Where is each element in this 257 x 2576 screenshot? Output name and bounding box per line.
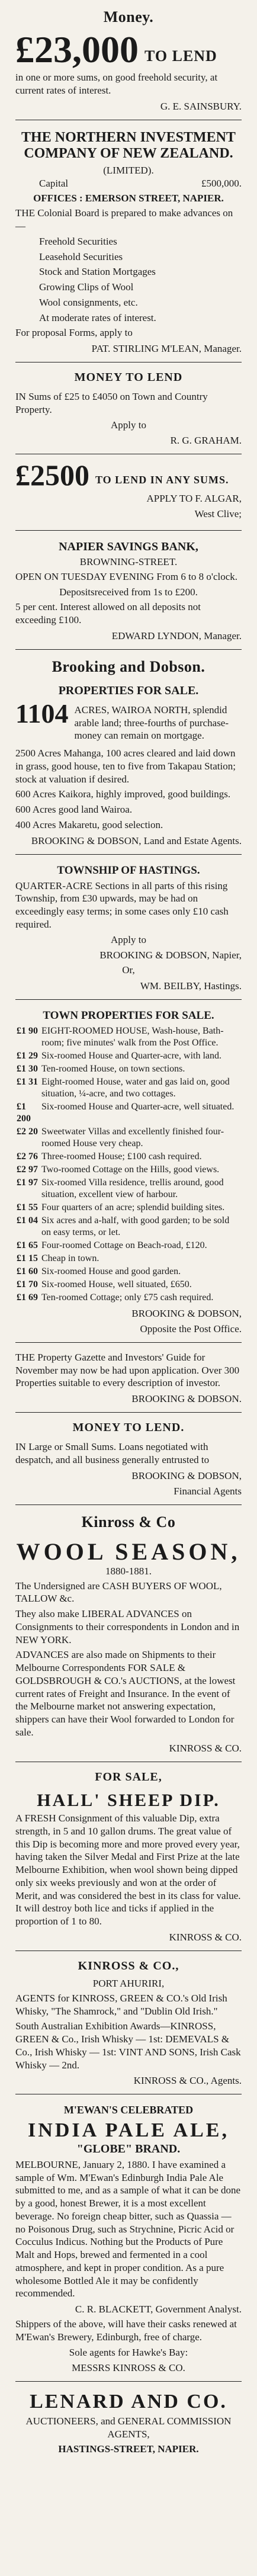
nz-item: Wool consignments, etc. <box>39 296 138 308</box>
town-property-description: Ten-roomed Cottage; only £75 cash required. <box>41 1292 214 1303</box>
money3-lead <box>15 460 242 490</box>
town-property-number: £1 30 <box>17 1063 38 1074</box>
wool-season-title: WOOL SEASON, <box>16 1538 241 1565</box>
sheep-signature: KINROSS & CO. <box>169 1931 242 1943</box>
kinross2-body1: AGENTS for KINROSS, GREEN & CO.'s Old Irish Whisky, "The Shamrock," and "Dublin Old Irish." <box>15 1992 227 2017</box>
town-property-row <box>15 1239 242 1252</box>
mcewan-title: M'EWAN'S CELEBRATED <box>63 2104 194 2116</box>
money-amount: £23,000 <box>15 28 139 70</box>
town-property-description: Six-roomed House, well situated, £650. <box>41 1279 192 1289</box>
town-property-row <box>15 1265 242 1278</box>
money4-signature-1: BROOKING & DOBSON, <box>131 1470 242 1481</box>
town-property-row <box>15 1125 242 1150</box>
town-property-description: Six-roomed Villa residence, trellis around, good situation, excellent view of harbour. <box>41 1177 224 1199</box>
nz-item: Stock and Station Mortgages <box>39 266 156 278</box>
town-property-row <box>15 1201 242 1214</box>
brooking-item: 600 Acres Kaikora, highly improved, good buildings. <box>15 788 231 800</box>
money-signature: G. E. SAINSBURY. <box>160 100 242 112</box>
town-property-number: £1 55 <box>17 1202 38 1212</box>
brooking-lead <box>15 700 242 745</box>
town-property-description: Four quarters of an acre; splendid building sites. <box>41 1202 225 1212</box>
brooking-title: PROPERTIES FOR SALE. <box>58 684 199 697</box>
lenard-line3: HASTINGS-STREET, NAPIER. <box>58 2443 199 2455</box>
sheep-body: A FRESH Consignment of this valuable Dip, extra strength, in 5 and 10 gallon drums. The great value of this Dip is becoming more and more proved every year, having taken the Silver Medal and First Prize at the late Melbourne Exhibition, when wool shown being dipped only six weeks previously and won at the order of Merit, and was considered the best in its class for value. It will destroy both lice and ticks if applied in the proportion of 1 to 80. <box>15 1812 241 1927</box>
savings-body3: 5 per cent. Interest allowed on all deposits not exceeding £100. <box>15 601 201 626</box>
town-property-number: £1 04 <box>17 1215 38 1226</box>
sheep-header: FOR SALE, <box>95 1770 162 1783</box>
money-ad-algar <box>15 454 242 531</box>
lenard-title: LENARD AND CO. <box>30 2391 227 2413</box>
money-ad-sainsbury <box>15 5 242 120</box>
town-property-description: Sweetwater Villas and excellently finished four-roomed House very cheap. <box>41 1126 224 1149</box>
savings-title: NAPIER SAVINGS BANK, <box>59 540 198 553</box>
kinross2-body2: South Australian Exhibition Awards—KINROSS, GREEN & Co., Irish Whisky — 1st: DEMEVALS & Co., Irish Whisky — 1st: VINT AND SONS, Irish Cask Whisky — 2nd. <box>15 2020 241 2071</box>
town-title: TOWN PROPERTIES FOR SALE. <box>43 1009 214 1022</box>
money4-header: MONEY TO LEND. <box>72 1421 185 1435</box>
town-property-description: Eight-roomed House, water and gas laid on, good situation, ¼-acre, and two cottages. <box>41 1076 230 1099</box>
nz-signature: PAT. STIRLING M'LEAN, Manager. <box>91 343 242 355</box>
money-ad-brooking <box>15 1413 242 1505</box>
nz-item: Growing Clips of Wool <box>39 281 134 293</box>
town-property-number: £1 15 <box>17 1253 38 1263</box>
brooking-signature: BROOKING & DOBSON, Land and Estate Agents. <box>31 835 242 846</box>
kinross-header: Kinross & Co <box>81 1513 176 1531</box>
town-property-number: £2 76 <box>17 1151 38 1162</box>
money2-header: MONEY TO LEND <box>74 371 183 384</box>
brooking-item: 400 Acres Makaretu, good selection. <box>15 819 163 830</box>
savings-subtitle: BROWNING-STREET. <box>79 556 178 567</box>
town-property-description: Four-roomed Cottage on Beach-road, £120. <box>41 1240 207 1250</box>
gazette-signature: BROOKING & DOBSON. <box>131 1393 242 1405</box>
hastings-ad <box>15 855 242 1000</box>
hastings-body: QUARTER-ACRE Sections in all parts of this rising Township, from £30 upwards, may be had on exceedingly easy terms; in some cases only £10 cash required. <box>15 880 229 930</box>
nz-investment-ad <box>15 120 242 363</box>
mcewan-body: MELBOURNE, January 2, 1880. I have examined a sample of Wm. M'Ewan's Edinburgh India Pale Ale submitted to me, and as a sample of what it can be done by a good, honest Brewer, it is a most excellent beverage. No foreign cheap bitter, such as Quassia — no Poisonous Drug, such as Strychnine, Picric Acid or Cocculus Indicus. Nothing but the Products of Pure Malt and Hops, brewed and fermented in a cool atmosphere, and kept in proper condition. As a pure wholesome Bottled Ale it may be confidently recommended. <box>15 2158 241 2299</box>
mcewan-signature: C. R. BLACKETT, Government Analyst. <box>75 2304 242 2315</box>
nz-capital-label: Capital <box>39 177 69 189</box>
mcewan-ale-title: INDIA PALE ALE, <box>28 2119 229 2142</box>
gazette-body: THE Property Gazette and Investors' Guide for November may now be had upon application. Over 300 Properties suitable to every description of investor. <box>15 1351 240 1389</box>
nz-capital-value: £500,000. <box>201 177 242 189</box>
kinross-wool-ad <box>15 1505 242 1762</box>
savings-signature: EDWARD LYNDON, Manager. <box>111 630 242 641</box>
town-property-number: £1 70 <box>17 1279 38 1289</box>
kinross-body2: They also make LIBERAL ADVANCES on Consignments to their correspondents in London and in NEW YORK. <box>15 1608 240 1645</box>
town-property-description: Three-roomed House; £100 cash required. <box>41 1151 202 1162</box>
town-property-row <box>15 1150 242 1163</box>
money-header: Money. <box>103 8 154 25</box>
kinross-body1: The Undersigned are CASH BUYERS OF WOOL, TALLOW &c. <box>15 1580 222 1605</box>
town-property-number: £1 31 <box>17 1076 38 1087</box>
town-property-description: Cheap in town. <box>41 1253 99 1263</box>
kinross2-signature: KINROSS & CO., Agents. <box>133 2075 242 2087</box>
advertisement-column <box>15 5 242 2465</box>
money4-signature-2: Financial Agents <box>174 1485 242 1497</box>
kinross-body3: ADVANCES are also made on Shipments to their Melbourne Correspondents FOR SALE & GOLDSBROUGH & CO.'s AUCTIONS, at the lowest current rates of Freight and Insurance. In the event of the Melbourne market not answering expectation, shippers can have their Wool forwarded to London for sale. <box>15 1649 236 1738</box>
town-property-number: £1 200 <box>17 1101 31 1124</box>
money-body: in one or more sums, on good freehold security, at current rates of interest. <box>15 72 218 96</box>
sheep-dip-title: HALL' SHEEP DIP. <box>37 1790 220 1810</box>
money3-place: West Clive; <box>194 508 242 520</box>
town-property-row <box>15 1101 242 1125</box>
brooking-item: 2500 Acres Mahanga, 100 acres cleared and laid down in grass, good house, ten to five from Takapau Station; stock at valuation if desired. <box>15 748 236 785</box>
money3-amount: £2500 <box>15 458 89 492</box>
wool-season-years: 1880-1881. <box>105 1565 152 1577</box>
nz-item: Freehold Securities <box>39 235 117 247</box>
kinross2-sub: PORT AHURIRI, <box>92 1977 165 1989</box>
savings-bank-ad <box>15 531 242 650</box>
hastings-apply: Apply to <box>111 933 146 945</box>
kinross2-header: KINROSS & CO., <box>78 1959 179 1972</box>
town-property-row <box>15 1278 242 1291</box>
brooking-intro: ACRES, WAIROA NORTH, splendid arable land; three-fourths of purchase-money can remain on mortgage. <box>74 704 229 742</box>
nz-item: Leasehold Securities <box>39 251 123 262</box>
town-signature-1: BROOKING & DOBSON, <box>131 1307 242 1319</box>
town-property-row <box>15 1063 242 1076</box>
town-property-row <box>15 1176 242 1201</box>
nz-item: At moderate rates of interest. <box>39 312 156 323</box>
town-property-row <box>15 1050 242 1063</box>
town-property-number: £1 60 <box>17 1266 38 1276</box>
mcewan-ale-ad <box>15 2094 242 2382</box>
town-property-description: EIGHT-ROOMED HOUSE, Wash-house, Bath-room; five minutes' walk from the Post Office. <box>41 1025 224 1048</box>
town-property-number: £1 90 <box>17 1025 38 1036</box>
town-property-row <box>15 1291 242 1304</box>
town-property-row <box>15 1163 242 1176</box>
town-property-number: £1 65 <box>17 1240 38 1250</box>
nz-offices: OFFICES : EMERSON STREET, NAPIER. <box>33 192 224 204</box>
money-lead-words: TO LEND <box>144 47 217 65</box>
kinross-signature: KINROSS & CO. <box>169 1742 242 1754</box>
mcewan-footer3: MESSRS KINROSS & CO. <box>72 2362 185 2374</box>
brooking-acre-number: 1104 <box>15 698 69 729</box>
nz-title: THE NORTHERN INVESTMENT COMPANY OF NEW ZEALAND. <box>21 129 236 162</box>
hastings-signature-2: WM. BEILBY, Hastings. <box>140 980 242 992</box>
kinross-whisky-ad <box>15 1951 242 2095</box>
brooking-header: Brooking and Dobson. <box>52 657 205 675</box>
brooking-properties-ad <box>15 650 242 855</box>
town-property-row <box>15 1252 242 1265</box>
mcewan-brand: "GLOBE" BRAND. <box>76 2142 181 2155</box>
town-property-description: Six-roomed House and good garden. <box>41 1266 181 1276</box>
lenard-ad <box>15 2382 242 2465</box>
town-property-description: Six acres and a-half, with good garden; to be sold on easy terms, or let. <box>41 1215 230 1237</box>
lenard-line2: AUCTIONEERS, and GENERAL COMMISSION AGENTS, <box>25 2415 232 2440</box>
nz-items <box>15 235 242 325</box>
mcewan-footer2: Sole agents for Hawke's Bay: <box>69 2346 188 2358</box>
money-lead <box>15 28 242 70</box>
town-properties-table <box>15 1025 242 1304</box>
town-property-number: £2 20 <box>17 1126 38 1137</box>
hastings-or: Or, <box>122 964 135 976</box>
hastings-title: TOWNSHIP OF HASTINGS. <box>57 864 200 877</box>
mcewan-footer1: Shippers of the above, will have their casks renewed at M'Ewan's Brewery, Edinburgh, free of charge. <box>15 2318 237 2343</box>
town-property-row <box>15 1025 242 1050</box>
sheep-dip-ad <box>15 1762 242 1951</box>
money4-body: IN Large or Small Sums. Loans negotiated with despatch, and all business generally entrusted to <box>15 1441 210 1465</box>
town-property-row <box>15 1214 242 1239</box>
money2-body: IN Sums of £25 to £4050 on Town and Country Property. <box>15 391 208 415</box>
money2-apply: Apply to <box>111 419 146 431</box>
town-property-number: £1 69 <box>17 1292 38 1303</box>
town-signature-2: Opposite the Post Office. <box>140 1323 242 1334</box>
town-properties-ad <box>15 1000 242 1343</box>
nz-limited: (LIMITED). <box>103 164 154 176</box>
town-property-description: Six-roomed House and Quarter-acre, with land. <box>41 1050 222 1061</box>
town-property-description: Ten-roomed House, on town sections. <box>41 1063 185 1074</box>
savings-body1: OPEN ON TUESDAY EVENING From 6 to 8 o'clock. <box>15 570 238 582</box>
brooking-item: 600 Acres good land Wairoa. <box>15 804 133 816</box>
nz-proposal: For proposal Forms, apply to <box>15 327 133 339</box>
town-property-row <box>15 1076 242 1101</box>
money3-apply: APPLY TO F. ALGAR, <box>146 493 242 505</box>
nz-body: THE Colonial Board is prepared to make advances on— <box>15 207 233 232</box>
town-property-number: £1 97 <box>17 1177 38 1188</box>
savings-body2: Depositsreceived from 1s to £200. <box>59 586 198 598</box>
money-ad-graham <box>15 362 242 454</box>
hastings-signature-1: BROOKING & DOBSON, Napier, <box>99 949 242 961</box>
town-property-description: Two-roomed Cottage on the Hills, good views. <box>41 1164 220 1175</box>
town-property-number: £2 97 <box>17 1164 38 1175</box>
money2-signature: R. G. GRAHAM. <box>170 435 242 447</box>
town-property-description: Six-roomed House and Quarter-acre, well situated. <box>41 1101 234 1112</box>
nz-capital-row <box>15 178 242 190</box>
money3-lead-words: TO LEND IN ANY SUMS. <box>95 474 229 486</box>
town-property-number: £1 29 <box>17 1050 38 1061</box>
gazette-ad <box>15 1343 242 1413</box>
